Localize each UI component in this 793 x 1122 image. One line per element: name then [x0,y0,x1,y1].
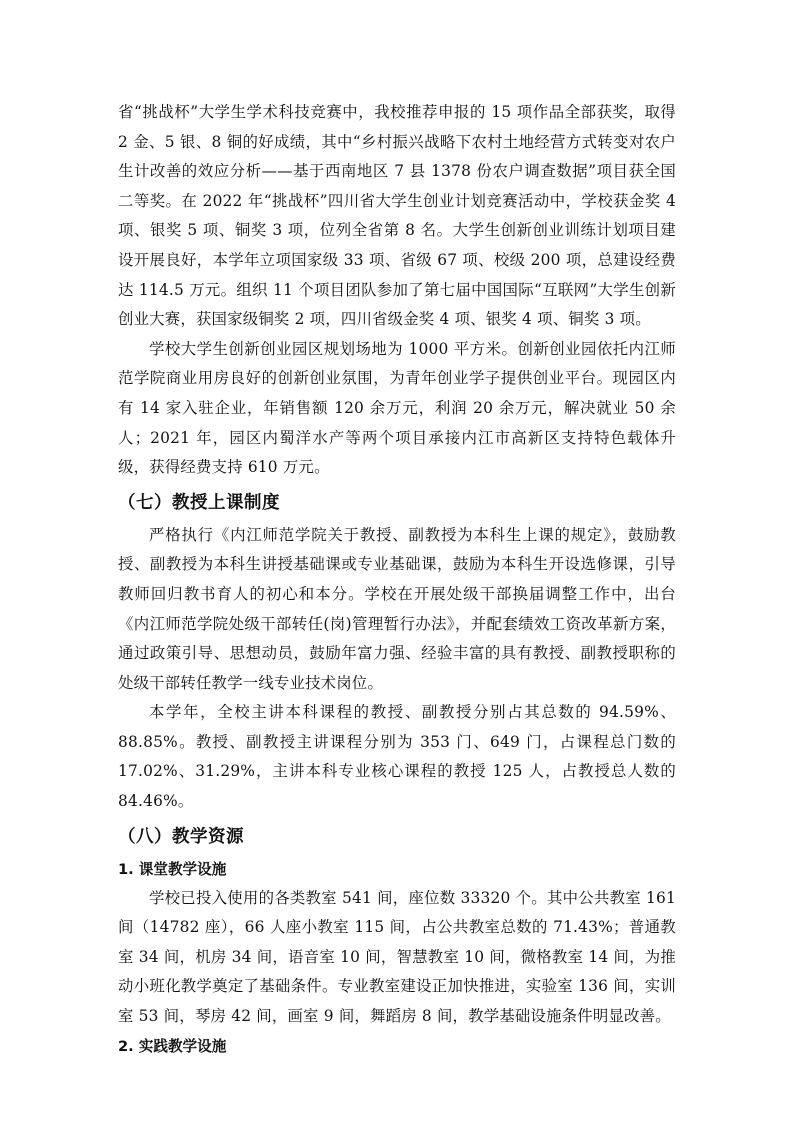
paragraph-challenge-cup-awards: 省“挑战杯”大学生学术科技竞赛中，我校推荐申报的 15 项作品全部获奖，取得 2 金、5 银、8 铜的好成绩，其中“乡村振兴战略下农村土地经营方式转变对农户生计改善的效应分析——基于西南地区 7 县 1378 份农户调查数据”项目获全国二等奖。在 2022 年“挑战杯”四川省大学生创业计划竞赛活动中，学校获金奖 4 项、银奖 5 项、铜奖 3 项，位列全省第 8 名。大学生创新创业训练计划项目建设开展良好，本学年立项国家级 33 项、省级 67 项、校级 200 项，总建设经费达 114.5 万元。组织 11 个项目团队参加了第七届中国国际“互联网”大学生创新创业大赛，获国家级铜奖 2 项，四川省级金奖 4 项、银奖 4 项、铜奖 3 项。 [118,103,676,329]
subheading-classroom-facilities: 1. 课堂教学设施 [118,860,227,878]
paragraph-professor-policy: 严格执行《内江师范学院关于教授、副教授为本科生上课的规定》，鼓励教授、副教授为本科生讲授基础课或专业基础课，鼓励为本科生开设选修课，引导教师回归教书育人的初心和本分。学校在开展处级干部换届调整工作中，出台《内江师范学院处级干部转任(岗)管理暂行办法》，并配套绩效工资改革新方案，通过政策引导、思想动员，鼓励年富力强、经验丰富的具有教授、副教授职称的处级干部转任教学一线专业技术岗位。 [118,525,676,692]
section-heading-teaching-resources: （八）教学资源 [118,826,244,847]
paragraph-professor-statistics: 本学年，全校主讲本科课程的教授、副教授分别占其总数的 94.59%、88.85%。教授、副教授主讲课程分别为 353 门、649 门，占课程总门数的 17.02%、31.29%，主讲本科专业核心课程的教授 125 人，占教授总人数的 84.46%。 [118,703,676,811]
paragraph-innovation-park: 学校大学生创新创业园区规划场地为 1000 平方米。创新创业园依托内江师范学院商业用房良好的创新创业氛围，为青年创业学子提供创业平台。现园区内有 14 家入驻企业，年销售额 120 余万元，利润 20 余万元，解决就业 50 余人；2021 年，园区内蜀洋水产等两个项目承接内江市高新区支持特色载体升级，获得经费支持 610 万元。 [118,339,676,477]
page-content [118,98,676,1061]
section-heading-professor-teaching: （七）教授上课制度 [118,492,280,513]
paragraph-classroom-facilities: 学校已投入使用的各类教室 541 间，座位数 33320 个。其中公共教室 161 间（14782 座），66 人座小教室 115 间，占公共教室总数的 71.43%；普通教室 34 间，机房 34 间，语音室 10 间，智慧教室 10 间，微格教室 14 间，为推动小班化教学奠定了基础条件。专业教室建设正加快推进，实验室 136 间，实训室 53 间，琴房 42 间，画室 9 间，舞蹈房 8 间，教学基础设施条件明显改善。 [118,888,676,1026]
subheading-practice-facilities: 2. 实践教学设施 [118,1037,227,1055]
